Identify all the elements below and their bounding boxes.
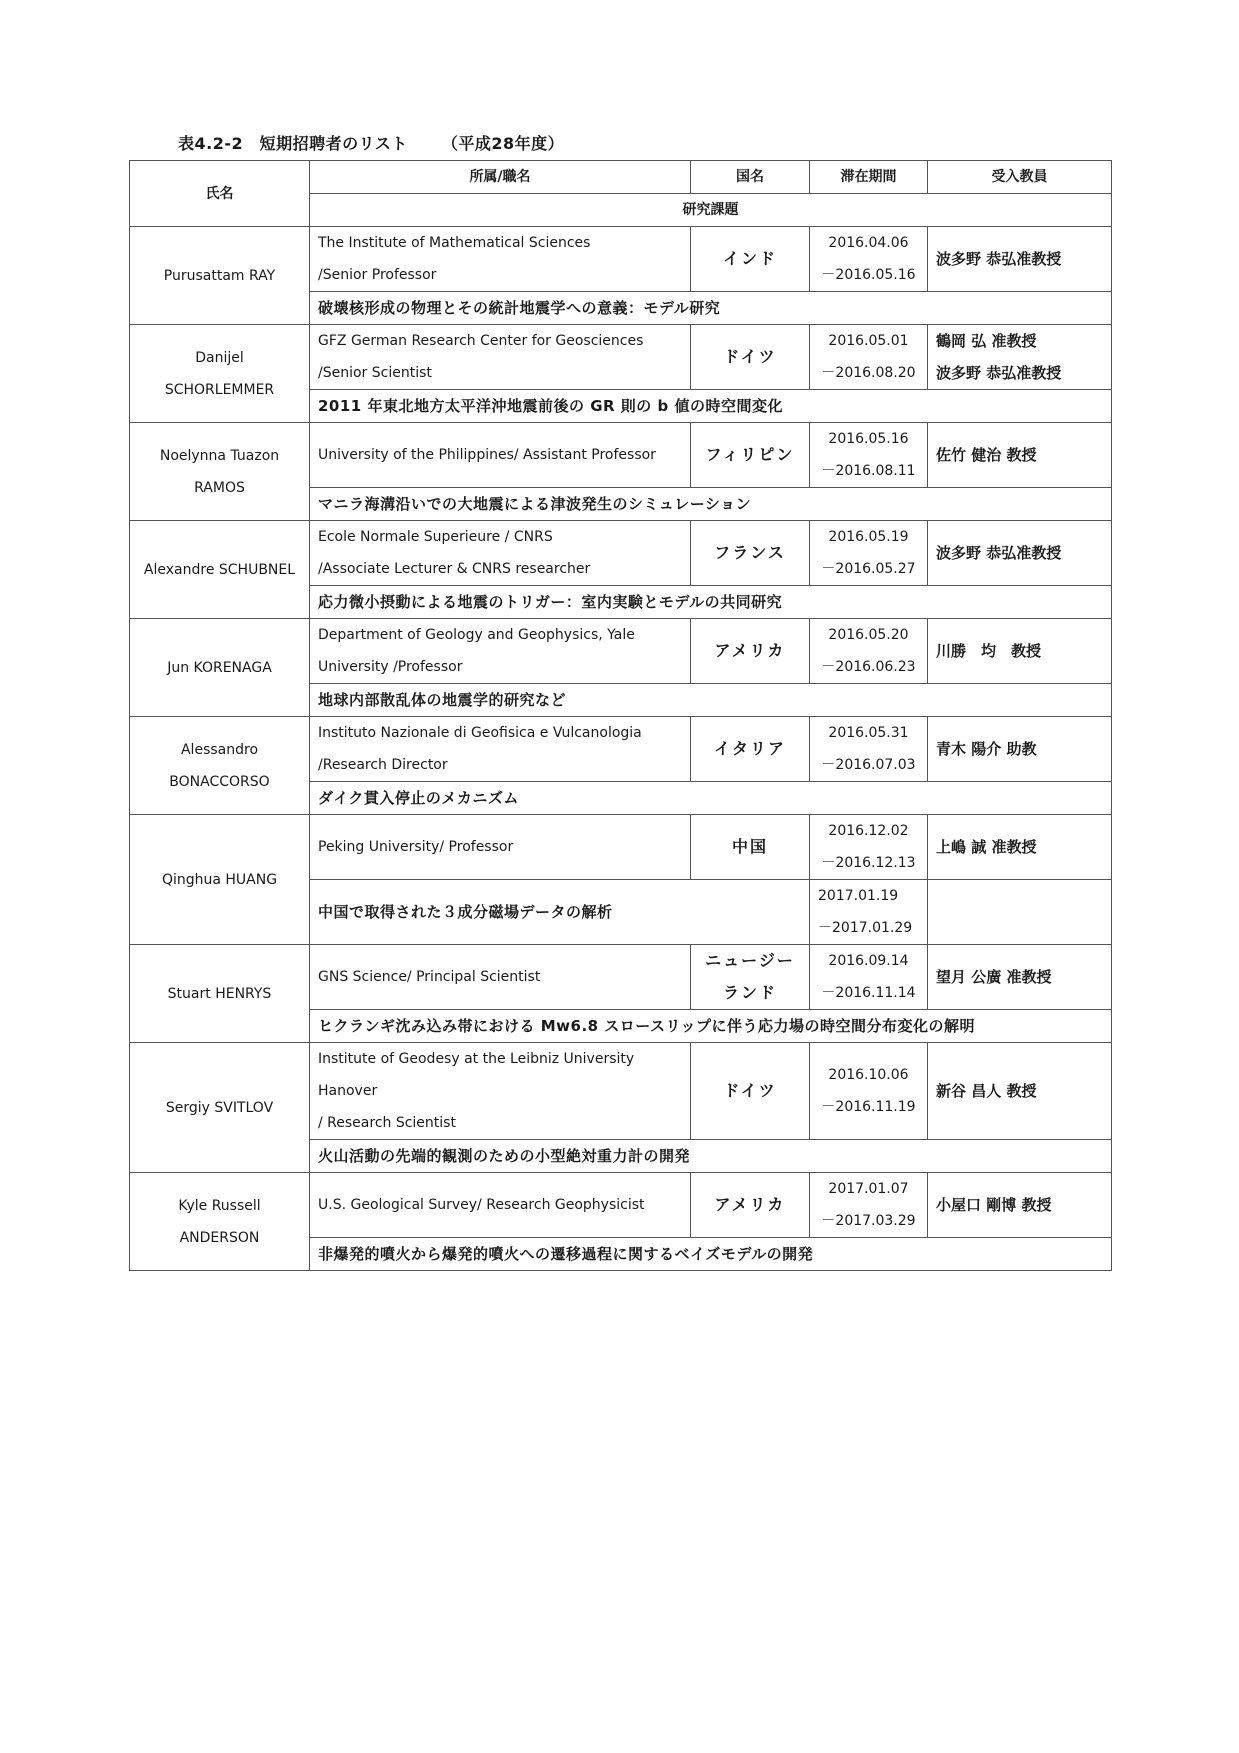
visitor-name-line: Alexandre SCHUBNEL [143,561,296,578]
header-affiliation: 所属/職名 [310,161,691,194]
visitor-affiliation [310,227,691,292]
visitor-period-line: －2016.08.20 [821,365,916,381]
visitor-topic: ヒクランギ沈み込み帯における Mw6.8 スロースリップに伴う応力場の時空間分布変化の解明 [310,1010,1112,1043]
visitor-period [810,423,928,488]
visitor-host-line: 小屋口 剛博 教授 [936,1196,1052,1214]
visitor-topic: 2011 年東北地方太平洋沖地震前後の GR 則の b 値の時空間変化 [310,390,1112,423]
visitor-name-line: RAMOS [194,479,245,496]
visitor-host [928,1173,1112,1238]
visitor-name [130,1043,310,1173]
visitor-period-line: －2016.11.19 [821,1099,916,1115]
table-title: 表4.2-2 短期招聘者のリスト [178,134,408,153]
visitor-affiliation-line: /Associate Lecturer & CNRS researcher [318,561,591,577]
visitor-topic: マニラ海溝沿いでの大地震による津波発生のシミュレーション [310,488,1112,521]
visitor-period-line: 2016.05.20 [828,627,909,643]
affiliation-line: Peking University/ Professor [318,839,514,855]
visitor-name-line: Stuart HENRYS [167,985,272,1002]
visitor-country [691,1173,810,1238]
visitor-host [928,815,1112,880]
visitor-affiliation [310,717,691,782]
visitor-period-line: 2017.01.07 [828,1181,909,1197]
visitor-country [691,945,810,1010]
visitor-country-line: フランス [714,543,786,562]
header-topic: 研究課題 [310,194,1112,227]
visitor-name [130,1173,310,1271]
table-body-huang [130,815,1112,945]
visitor-country [691,423,810,488]
period-start: 2016.12.02 [828,823,909,839]
visitor-name-line: ANDERSON [179,1229,260,1246]
visitor-period [810,717,928,782]
visitor-country [691,325,810,390]
visitor-name [130,619,310,717]
visitor-host [928,325,1112,390]
visitor-affiliation-line: /Research Director [318,757,448,773]
visitor-affiliation [310,1173,691,1238]
table-body-b [130,945,1112,1271]
visitor-country [691,1043,810,1140]
visitor-period [810,325,928,390]
visitor-period-line: 2016.05.01 [828,333,909,349]
visitor-name-line: BONACCORSO [169,773,270,790]
header-country: 国名 [691,161,810,194]
visitor-period-line: －2016.05.16 [821,267,916,283]
visitor-affiliation-line: Institute of Geodesy at the Leibniz University Hanover [318,1051,635,1099]
visitor-period [810,619,928,684]
visitor-name [130,423,310,521]
visitor-name-line: Noelynna Tuazon [159,447,280,464]
visitor-country-line: アメリカ [714,641,786,660]
table-row [130,1173,1112,1238]
visitor-name [130,717,310,815]
visitor-host [928,945,1112,1010]
header-period: 滞在期間 [810,161,928,194]
visitor-period [810,1043,928,1140]
visitor-name-line: Kyle Russell [178,1197,261,1214]
visitor-country [691,619,810,684]
visitor-country-line: アメリカ [714,1195,786,1214]
visitor-host-line: 波多野 恭弘准教授 [936,250,1062,268]
visitor-topic: 応力微小摂動による地震のトリガー：室内実験とモデルの共同研究 [310,586,1112,619]
visitor-host [928,717,1112,782]
visitor-name [130,325,310,423]
visitor-period-line: 2016.05.31 [828,725,909,741]
visitor-name [130,521,310,619]
visitor-period [810,227,928,292]
visitor-affiliation [310,423,691,488]
visitor-country [691,815,810,880]
visitor-host-line: 川勝 均 教授 [936,642,1042,660]
visitor-affiliation-line: Instituto Nazionale di Geofisica e Vulcanologia [318,725,642,741]
visitor-topic: 地球内部散乱体の地震学的研究など [310,684,1112,717]
visitor-affiliation [310,521,691,586]
visitor-host-line: 波多野 恭弘准教授 [936,544,1062,562]
visitor-affiliation-line: University /Professor [318,659,463,675]
table-row [130,227,1112,292]
visitor-country-line: ランド [722,983,777,1002]
visitor-country-line: ニュージー [705,951,795,970]
visitor-affiliation [310,815,691,880]
table-body-a [130,227,1112,815]
visitor-host [928,619,1112,684]
visitor-table [129,160,1112,1271]
visitor-country-line: フィリピン [705,445,795,464]
visitor-period-line: －2016.08.11 [821,463,916,479]
visitor-country-line: ドイツ [723,347,777,366]
visitor-affiliation-line: Ecole Normale Superieure / CNRS [318,529,553,545]
visitor-affiliation-line: GFZ German Research Center for Geosciences [318,333,644,349]
visitor-period-line: 2016.09.14 [828,953,909,969]
visitor-topic: 破壊核形成の物理とその統計地震学への意義：モデル研究 [310,292,1112,325]
visitor-name [130,815,310,945]
visitor-affiliation-line: Department of Geology and Geophysics, Yale [318,627,635,643]
visitor-name-line: Danijel [195,349,244,366]
visitor-period [810,1173,928,1238]
visitor-period-line: 2016.05.16 [828,431,909,447]
visitor-country-line: インド [722,249,777,268]
visitor-name-line: Qinghua HUANG [161,871,278,888]
visitor-host [928,423,1112,488]
visitor-affiliation-line: U.S. Geological Survey/ Research Geophysicist [318,1197,645,1213]
visitor-topic: 火山活動の先端的観測のための小型絶対重力計の開発 [310,1140,1112,1173]
visitor-affiliation-line: /Senior Scientist [318,365,432,381]
visitor-host-line: 新谷 昌人 教授 [936,1082,1037,1100]
table-row [130,945,1112,1010]
table-caption [178,131,564,154]
visitor-name-line: Alessandro [180,741,259,758]
visitor-period-line: －2016.11.14 [821,985,916,1001]
period-start: 2017.01.19 [818,888,899,904]
visitor-period-line: －2016.06.23 [821,659,916,675]
visitor-name-line: Purusattam RAY [163,267,276,284]
visitor-affiliation-line: The Institute of Mathematical Sciences [318,235,591,251]
visitor-period-line: 2016.05.19 [828,529,909,545]
visitor-period-line: －2016.05.27 [821,561,916,577]
visitor-period-2 [810,880,928,945]
period-end: －2017.01.29 [818,920,913,936]
visitor-country [691,227,810,292]
visitor-host-line: 青木 陽介 助教 [936,740,1037,758]
table-row [130,423,1112,488]
visitor-host [928,227,1112,292]
visitor-period [810,521,928,586]
visitor-host-line: 望月 公廣 准教授 [936,968,1052,986]
host-line: 上嶋 誠 准教授 [936,838,1037,856]
visitor-topic: 非爆発的噴火から爆発的噴火への遷移過程に関するベイズモデルの開発 [310,1238,1112,1271]
visitor-host-line: 波多野 恭弘准教授 [936,364,1062,382]
visitor-affiliation [310,325,691,390]
country-line: 中国 [731,837,768,856]
empty-host-cell [928,880,1112,945]
visitor-period-line: －2017.03.29 [821,1213,916,1229]
visitor-name-line: SCHORLEMMER [164,381,275,398]
table-row [130,1043,1112,1140]
visitor-period [810,945,928,1010]
table-row [130,521,1112,586]
visitor-host [928,1043,1112,1140]
visitor-affiliation-line: University of the Philippines/ Assistant Professor [318,447,656,463]
visitor-affiliation-line: / Research Scientist [318,1115,456,1131]
visitor-affiliation-line: GNS Science/ Principal Scientist [318,969,541,985]
visitor-topic: 中国で取得された３成分磁場データの解析 [310,880,810,945]
visitor-period [810,815,928,880]
visitor-affiliation [310,945,691,1010]
visitor-country [691,521,810,586]
visitor-affiliation-line: /Senior Professor [318,267,437,283]
visitor-host-line: 佐竹 健治 教授 [936,446,1037,464]
table-year: （平成28年度） [441,134,565,153]
table-row [130,717,1112,782]
table-row [130,325,1112,390]
visitor-name [130,945,310,1043]
table-row [130,815,1112,880]
visitor-period-line: 2016.04.06 [828,235,909,251]
visitor-affiliation [310,619,691,684]
visitor-country-line: ドイツ [723,1081,777,1100]
table-row [130,619,1112,684]
period-end: －2016.12.13 [821,855,916,871]
header-host: 受入教員 [928,161,1112,194]
header-row [130,161,1112,194]
visitor-name-line: Jun KORENAGA [167,659,272,676]
visitor-host-line: 鶴岡 弘 准教授 [936,332,1037,350]
visitor-period-line: －2016.07.03 [821,757,916,773]
header-name: 氏名 [130,161,310,227]
visitor-topic: ダイク貫入停止のメカニズム [310,782,1112,815]
visitor-name-line: Sergiy SVITLOV [165,1099,274,1116]
visitor-host [928,521,1112,586]
visitor-country-line: イタリア [713,739,786,758]
visitor-affiliation [310,1043,691,1140]
visitor-country [691,717,810,782]
visitor-period-line: 2016.10.06 [828,1067,909,1083]
visitor-name [130,227,310,325]
